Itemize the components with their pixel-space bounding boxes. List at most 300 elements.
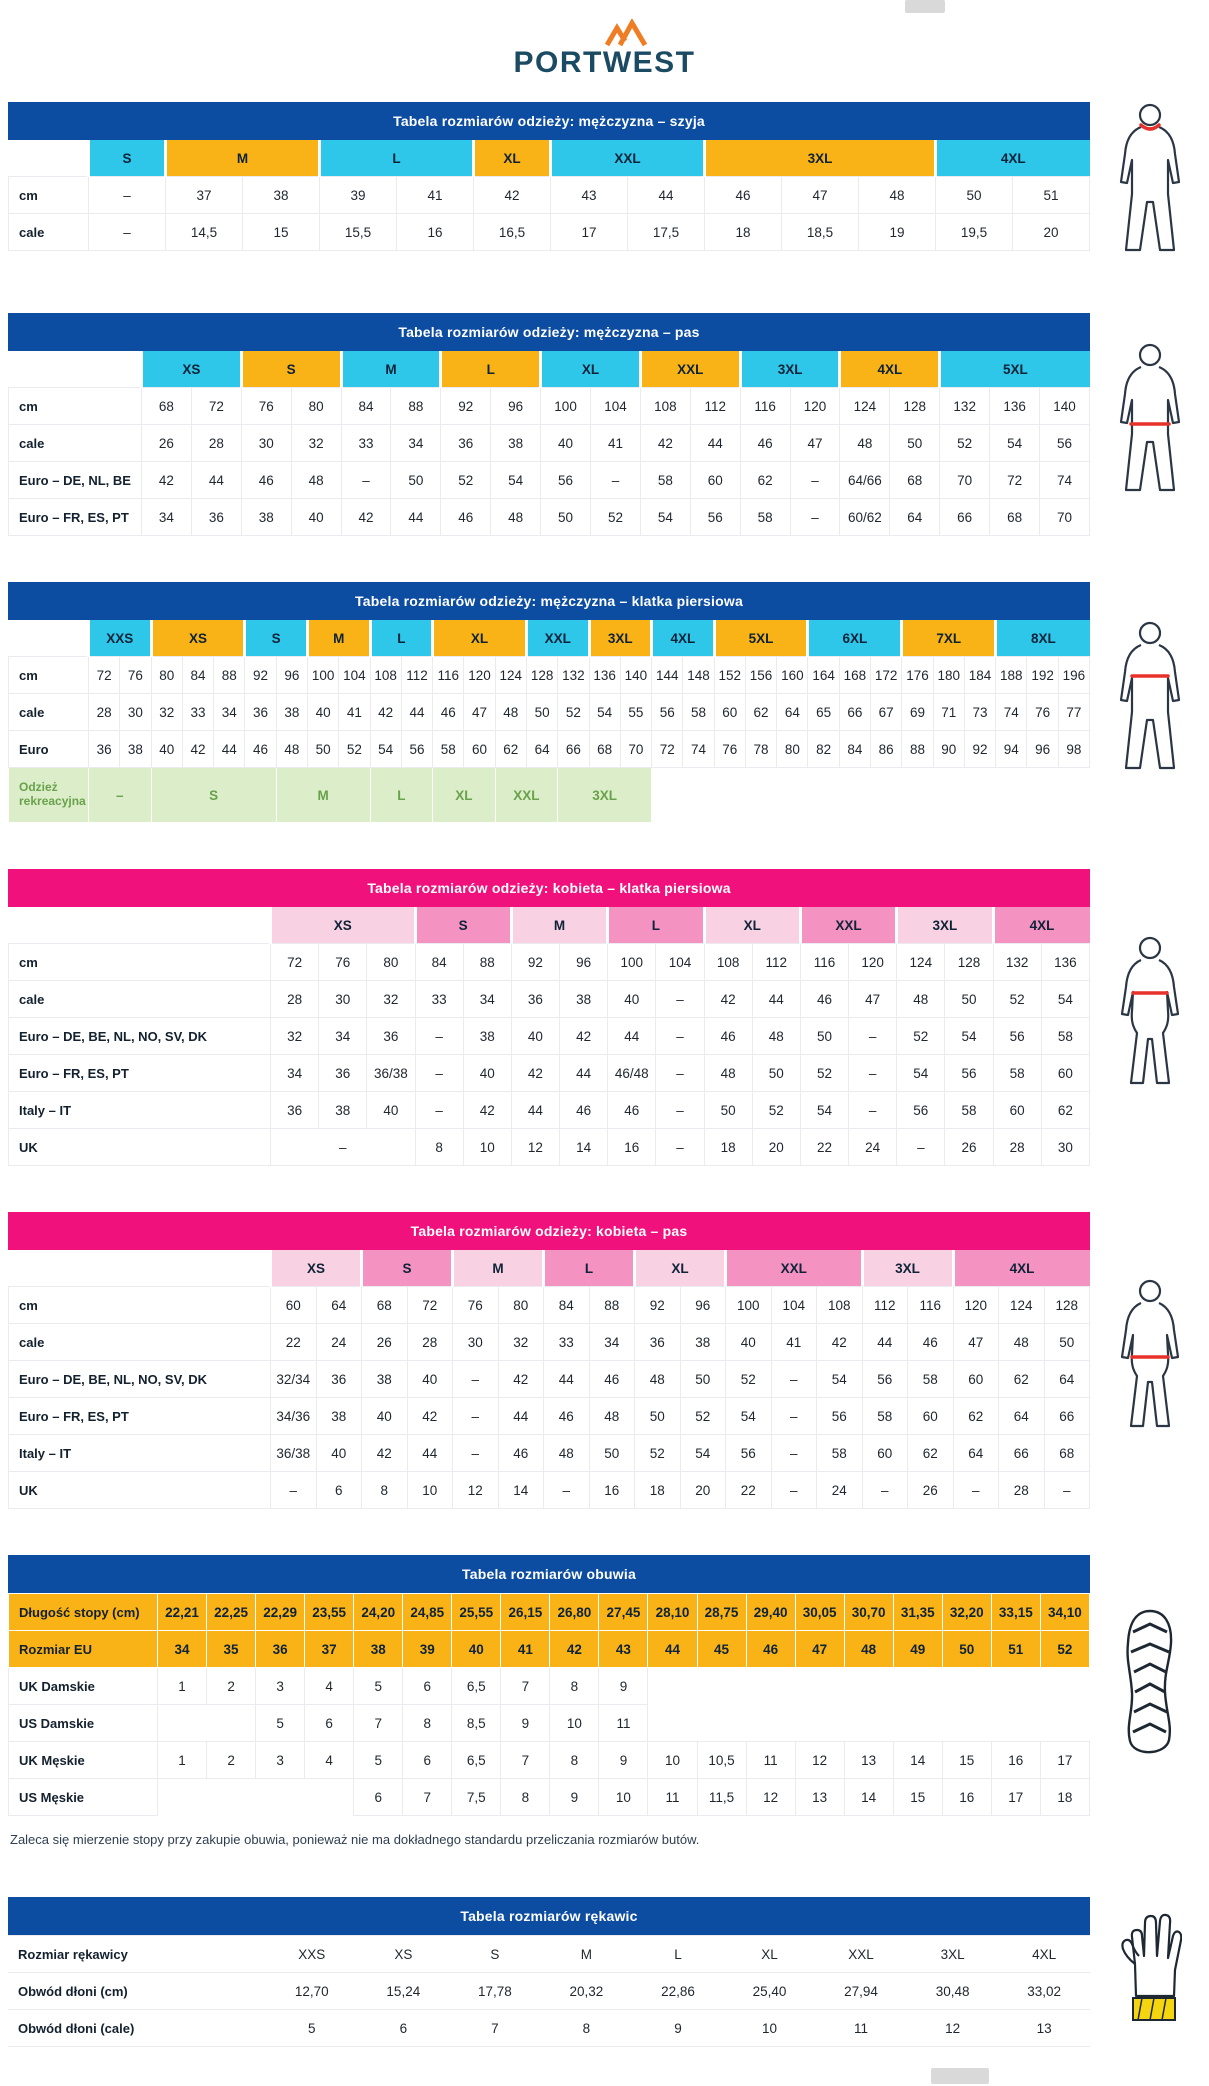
value-cell: 60: [953, 1361, 999, 1398]
value-cell: 47: [849, 981, 897, 1018]
value-cell: 50: [526, 694, 557, 731]
value-cell: 35: [207, 1631, 256, 1668]
value-cell: 90: [933, 731, 964, 768]
value-cell: [256, 1779, 305, 1816]
row-label: cale: [9, 1324, 271, 1361]
value-cell: 30,48: [907, 1973, 999, 2010]
value-cell: 10: [648, 1742, 697, 1779]
value-cell: M: [276, 768, 370, 823]
table-row: [9, 1129, 1090, 1166]
value-cell: 96: [1027, 731, 1058, 768]
value-cell: 44: [690, 425, 740, 462]
value-cell: 8: [550, 1668, 599, 1705]
band-XL: XL: [704, 907, 800, 944]
value-cell: 50: [890, 425, 940, 462]
value-cell: 25,40: [724, 1973, 816, 2010]
value-cell: 54: [800, 1092, 848, 1129]
value-cell: 62: [908, 1435, 954, 1472]
value-cell: 68: [990, 499, 1040, 536]
value-cell: 46: [544, 1398, 590, 1435]
value-cell: 80: [291, 388, 341, 425]
value-cell: 12: [907, 2010, 999, 2047]
value-cell: 43: [551, 177, 628, 214]
value-cell: 84: [544, 1287, 590, 1324]
value-cell: –: [415, 1092, 463, 1129]
value-cell: 19,5: [936, 214, 1013, 251]
value-cell: 71: [933, 694, 964, 731]
value-cell: 100: [726, 1287, 772, 1324]
value-cell: 36: [367, 1018, 415, 1055]
value-cell: 62: [740, 462, 790, 499]
value-cell: 7,5: [452, 1779, 501, 1816]
table-row: [9, 177, 1090, 214]
value-cell: 52: [726, 1361, 772, 1398]
band-row-spacer: [9, 351, 142, 388]
value-cell: S: [449, 1936, 541, 1973]
band-4XL: 4XL: [953, 1250, 1090, 1287]
value-cell: –: [271, 1129, 416, 1166]
value-cell: 132: [558, 657, 589, 694]
value-cell: 44: [752, 981, 800, 1018]
row-label: cale: [9, 981, 271, 1018]
figure-shoe-icon: [1121, 1608, 1179, 1763]
value-cell: 34: [142, 499, 192, 536]
value-cell: 13: [844, 1742, 893, 1779]
value-cell: 128: [945, 944, 993, 981]
section-shoes: [8, 1555, 1209, 1816]
logo-text: PORTWEST: [513, 46, 696, 79]
value-cell: 48: [291, 462, 341, 499]
value-cell: 51: [1013, 177, 1090, 214]
value-cell: 17,5: [628, 214, 705, 251]
value-cell: 7: [501, 1668, 550, 1705]
value-cell: 15: [893, 1779, 942, 1816]
value-cell: –: [790, 462, 840, 499]
value-cell: 46: [908, 1324, 954, 1361]
value-cell: 64: [316, 1287, 362, 1324]
value-cell: 10: [463, 1129, 511, 1166]
value-cell: 50: [800, 1018, 848, 1055]
row-label: US Damskie: [9, 1705, 158, 1742]
value-cell: 2: [207, 1742, 256, 1779]
table-row: [9, 1361, 1090, 1398]
value-cell: 132: [993, 944, 1041, 981]
value-cell: 42: [341, 499, 391, 536]
value-cell: 58: [817, 1435, 863, 1472]
value-cell: 46: [241, 462, 291, 499]
value-cell: 54: [726, 1398, 772, 1435]
value-cell: 6: [305, 1705, 354, 1742]
value-cell: 54: [370, 731, 401, 768]
value-cell: 8,5: [452, 1705, 501, 1742]
value-cell: 7: [403, 1779, 452, 1816]
value-cell: 42: [704, 981, 752, 1018]
value-cell: 13: [795, 1779, 844, 1816]
value-cell: 38: [241, 499, 291, 536]
value-cell: 56: [401, 731, 432, 768]
row-label: UK Damskie: [9, 1668, 158, 1705]
value-cell: 11: [746, 1742, 795, 1779]
value-cell: 66: [558, 731, 589, 768]
value-cell: 14,5: [166, 214, 243, 251]
value-cell: 20: [752, 1129, 800, 1166]
value-cell: –: [415, 1018, 463, 1055]
value-cell: –: [771, 1361, 817, 1398]
value-cell: 192: [1027, 657, 1058, 694]
band-L: L: [320, 140, 474, 177]
value-cell: 8: [362, 1472, 408, 1509]
value-cell: 34/36: [271, 1398, 317, 1435]
value-cell: 38: [354, 1631, 403, 1668]
row-label: Długość stopy (cm): [9, 1594, 158, 1631]
value-cell: 50: [307, 731, 338, 768]
value-cell: 76: [241, 388, 291, 425]
value-cell: 15,24: [358, 1973, 450, 2010]
value-cell: 44: [628, 177, 705, 214]
value-cell: 16: [991, 1742, 1040, 1779]
value-cell: 60: [271, 1287, 317, 1324]
value-cell: 18: [705, 214, 782, 251]
value-cell: –: [790, 499, 840, 536]
value-cell: 104: [591, 388, 641, 425]
band-4XL: 4XL: [652, 620, 715, 657]
band-header-row: [9, 140, 1090, 177]
portwest-logo: [505, 46, 705, 80]
value-cell: –: [453, 1435, 499, 1472]
value-cell: 49: [893, 1631, 942, 1668]
value-cell: 92: [635, 1287, 681, 1324]
value-cell: 136: [589, 657, 620, 694]
value-cell: 15,5: [320, 214, 397, 251]
value-cell: [795, 1668, 844, 1705]
value-cell: 47: [782, 177, 859, 214]
value-cell: 140: [620, 657, 651, 694]
value-cell: 38: [120, 731, 151, 768]
value-cell: 22,25: [207, 1594, 256, 1631]
value-cell: 17: [991, 1779, 1040, 1816]
value-cell: 50: [1044, 1324, 1090, 1361]
value-cell: 22: [271, 1324, 317, 1361]
value-cell: 39: [403, 1631, 452, 1668]
row-label: cm: [9, 944, 271, 981]
value-cell: 6,5: [452, 1668, 501, 1705]
band-4XL: 4XL: [993, 907, 1089, 944]
row-label: Obwód dłoni (cale): [8, 2010, 266, 2047]
value-cell: 4: [305, 1742, 354, 1779]
value-cell: 120: [790, 388, 840, 425]
value-cell: 56: [862, 1361, 908, 1398]
value-cell: 10: [407, 1472, 453, 1509]
value-cell: 36: [191, 499, 241, 536]
value-cell: M: [541, 1936, 633, 1973]
value-cell: 74: [996, 694, 1027, 731]
value-cell: 72: [652, 731, 683, 768]
value-cell: 46: [608, 1092, 656, 1129]
value-cell: 1: [158, 1742, 207, 1779]
value-cell: 44: [862, 1324, 908, 1361]
value-cell: 65: [808, 694, 839, 731]
value-cell: 108: [640, 388, 690, 425]
table-row: [8, 1973, 1090, 2010]
value-cell: 124: [840, 388, 890, 425]
row-label: cale: [9, 214, 89, 251]
value-cell: [893, 1668, 942, 1705]
value-cell: 94: [996, 731, 1027, 768]
table-row: [9, 1092, 1090, 1129]
value-cell: 46: [704, 1018, 752, 1055]
value-cell: 29,40: [746, 1594, 795, 1631]
row-label: cm: [9, 177, 89, 214]
value-cell: 78: [745, 731, 776, 768]
value-cell: 84: [341, 388, 391, 425]
value-cell: 80: [151, 657, 182, 694]
value-cell: 34: [214, 694, 245, 731]
value-cell: XL: [433, 768, 496, 823]
value-cell: 40: [608, 981, 656, 1018]
value-cell: 51: [991, 1631, 1040, 1668]
value-cell: 140: [1040, 388, 1090, 425]
value-cell: 68: [589, 731, 620, 768]
value-cell: 77: [1058, 694, 1089, 731]
row-label: Euro – DE, NL, BE: [9, 462, 142, 499]
value-cell: L: [632, 1936, 724, 1973]
value-cell: –: [341, 462, 391, 499]
band-row-spacer: [9, 140, 89, 177]
value-cell: 64/66: [840, 462, 890, 499]
band-8XL: 8XL: [996, 620, 1090, 657]
figure-male-waist-icon: [1112, 342, 1188, 507]
value-cell: [893, 1705, 942, 1742]
value-cell: 56: [726, 1435, 772, 1472]
table-title-men-waist: Tabela rozmiarów odzieży: mężczyzna – pas: [8, 313, 1090, 351]
table-row: [9, 1631, 1090, 1668]
value-cell: –: [771, 1472, 817, 1509]
value-cell: 64: [953, 1435, 999, 1472]
value-cell: 92: [964, 731, 995, 768]
value-cell: 168: [839, 657, 870, 694]
value-cell: 76: [319, 944, 367, 981]
value-cell: 16: [397, 214, 474, 251]
value-cell: 40: [307, 694, 338, 731]
value-cell: 46: [498, 1435, 544, 1472]
value-cell: 40: [407, 1361, 453, 1398]
value-cell: 42: [463, 1092, 511, 1129]
band-3XL: 3XL: [862, 1250, 953, 1287]
value-cell: 108: [704, 944, 752, 981]
value-cell: 48: [844, 1631, 893, 1668]
band-XS: XS: [271, 1250, 362, 1287]
value-cell: 67: [871, 694, 902, 731]
value-cell: 40: [541, 425, 591, 462]
value-cell: 6: [403, 1742, 452, 1779]
value-cell: 88: [391, 388, 441, 425]
value-cell: 32,20: [942, 1594, 991, 1631]
value-cell: 58: [862, 1398, 908, 1435]
table-row: [9, 1287, 1090, 1324]
value-cell: 6: [403, 1668, 452, 1705]
value-cell: 17,78: [449, 1973, 541, 2010]
value-cell: 74: [683, 731, 714, 768]
value-cell: 62: [1041, 1092, 1089, 1129]
gray-widget-bottom: [931, 2068, 989, 2084]
value-cell: [207, 1779, 256, 1816]
band-header-row: [9, 907, 1090, 944]
value-cell: 50: [945, 981, 993, 1018]
value-cell: [648, 1705, 697, 1742]
table-row: [9, 731, 1090, 768]
value-cell: 84: [415, 944, 463, 981]
value-cell: 16,5: [474, 214, 551, 251]
value-cell: 26: [908, 1472, 954, 1509]
value-cell: [844, 1705, 893, 1742]
value-cell: 72: [271, 944, 319, 981]
value-cell: 58: [1041, 1018, 1089, 1055]
value-cell: 44: [214, 731, 245, 768]
value-cell: 52: [800, 1055, 848, 1092]
figure-female-waist-icon: [1112, 1278, 1188, 1443]
value-cell: 44: [511, 1092, 559, 1129]
value-cell: 108: [817, 1287, 863, 1324]
value-cell: 44: [391, 499, 441, 536]
value-cell: 18: [1040, 1779, 1089, 1816]
row-label: cm: [9, 657, 89, 694]
value-cell: [648, 1668, 697, 1705]
figure-female-chest-icon: [1112, 935, 1188, 1100]
value-cell: 52: [1040, 1631, 1089, 1668]
value-cell: 60: [862, 1435, 908, 1472]
value-cell: 12: [453, 1472, 499, 1509]
table-row: [9, 1779, 1090, 1816]
value-cell: 45: [697, 1631, 746, 1668]
value-cell: 68: [362, 1287, 408, 1324]
section-men-waist: [8, 313, 1209, 536]
value-cell: 37: [166, 177, 243, 214]
value-cell: 42: [142, 462, 192, 499]
value-cell: 62: [953, 1398, 999, 1435]
band-XXL: XXL: [526, 620, 589, 657]
value-cell: 50: [936, 177, 1013, 214]
band-S: S: [362, 1250, 453, 1287]
value-cell: 42: [560, 1018, 608, 1055]
value-cell: 84: [839, 731, 870, 768]
value-cell: 6,5: [452, 1742, 501, 1779]
value-cell: 88: [902, 731, 933, 768]
value-cell: 7: [449, 2010, 541, 2047]
value-cell: 80: [777, 731, 808, 768]
value-cell: 70: [620, 731, 651, 768]
value-cell: [942, 1705, 991, 1742]
value-cell: –: [591, 462, 641, 499]
value-cell: 36: [245, 694, 276, 731]
value-cell: 42: [640, 425, 690, 462]
value-cell: 54: [680, 1435, 726, 1472]
value-cell: 58: [740, 499, 790, 536]
value-cell: 56: [993, 1018, 1041, 1055]
band-XL: XL: [474, 140, 551, 177]
value-cell: 188: [996, 657, 1027, 694]
value-cell: 47: [953, 1324, 999, 1361]
value-cell: 9: [632, 2010, 724, 2047]
value-cell: 40: [452, 1631, 501, 1668]
value-cell: 124: [999, 1287, 1045, 1324]
value-cell: [305, 1779, 354, 1816]
value-cell: 74: [1040, 462, 1090, 499]
shoe-size-footnote: Zaleca się mierzenie stopy przy zakupie obuwia, ponieważ nie ma dokładnego standardu przeliczania rozmiarów butów.: [10, 1832, 700, 1847]
value-cell: 15: [243, 214, 320, 251]
value-cell: 62: [999, 1361, 1045, 1398]
value-cell: 80: [367, 944, 415, 981]
value-cell: [207, 1705, 256, 1742]
value-cell: 46: [441, 499, 491, 536]
row-label: cale: [9, 425, 142, 462]
size-charts: [0, 102, 1209, 2047]
value-cell: 54: [1041, 981, 1089, 1018]
figure-male-chest-icon: [1112, 620, 1188, 785]
value-cell: 76: [714, 731, 745, 768]
value-cell: 7: [354, 1705, 403, 1742]
value-cell: 36: [256, 1631, 305, 1668]
value-cell: 33: [415, 981, 463, 1018]
table-row: [9, 1398, 1090, 1435]
value-cell: 68: [142, 388, 192, 425]
value-cell: 116: [740, 388, 790, 425]
value-cell: 8: [541, 2010, 633, 2047]
band-4XL: 4XL: [936, 140, 1090, 177]
band-row-spacer: [9, 1250, 271, 1287]
value-cell: 92: [441, 388, 491, 425]
value-cell: 12,70: [266, 1973, 358, 2010]
value-cell: 30: [453, 1324, 499, 1361]
value-cell: 42: [474, 177, 551, 214]
value-cell: 5: [354, 1742, 403, 1779]
value-cell: 38: [362, 1361, 408, 1398]
value-cell: 16: [589, 1472, 635, 1509]
table-row: [9, 462, 1090, 499]
value-cell: 196: [1058, 657, 1089, 694]
value-cell: 120: [953, 1287, 999, 1324]
value-cell: –: [771, 1435, 817, 1472]
value-cell: 10,5: [697, 1742, 746, 1779]
table-row: [9, 425, 1090, 462]
value-cell: 52: [940, 425, 990, 462]
value-cell: [991, 1668, 1040, 1705]
value-cell: 17: [1040, 1742, 1089, 1779]
value-cell: 36: [511, 981, 559, 1018]
value-cell: 136: [1041, 944, 1089, 981]
band-L: L: [370, 620, 433, 657]
value-cell: 6: [354, 1779, 403, 1816]
value-cell: 38: [680, 1324, 726, 1361]
value-cell: 1: [158, 1668, 207, 1705]
value-cell: 40: [291, 499, 341, 536]
value-cell: 28: [89, 694, 120, 731]
value-cell: –: [656, 981, 704, 1018]
value-cell: 38: [276, 694, 307, 731]
band-header-row: [9, 1250, 1090, 1287]
charts-top: [0, 102, 1209, 1816]
value-cell: 52: [993, 981, 1041, 1018]
value-cell: 128: [526, 657, 557, 694]
value-cell: 11: [648, 1779, 697, 1816]
value-cell: 54: [817, 1361, 863, 1398]
value-cell: 50: [752, 1055, 800, 1092]
band-XS: XS: [151, 620, 245, 657]
value-cell: 36/38: [367, 1055, 415, 1092]
value-cell: 56: [945, 1055, 993, 1092]
row-label: UK Męskie: [9, 1742, 158, 1779]
value-cell: 112: [401, 657, 432, 694]
value-cell: 34: [319, 1018, 367, 1055]
